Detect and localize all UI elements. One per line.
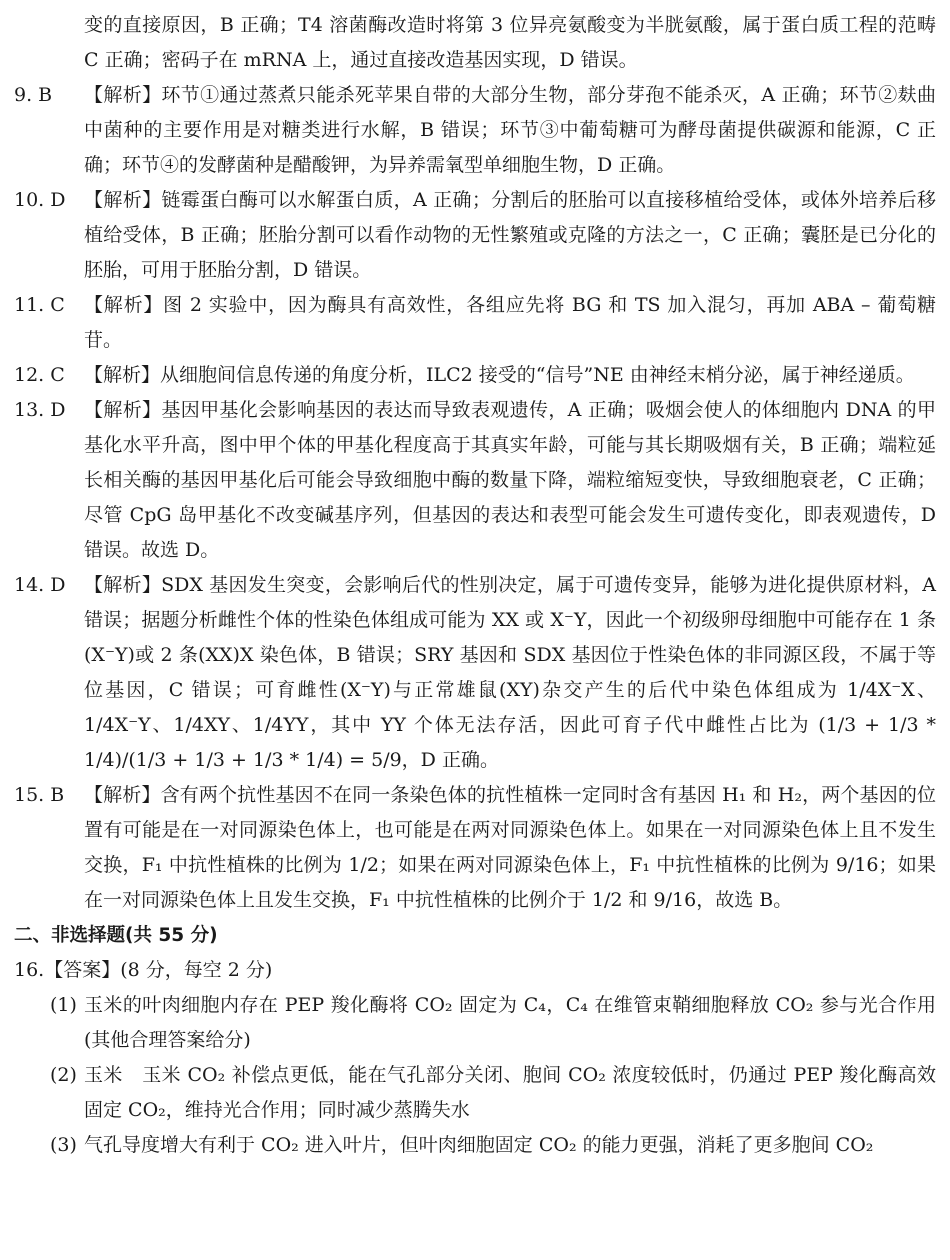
answer-explanation: 【解析】SDX 基因发生突变，会影响后代的性别决定，属于可遗传变异，能够为进化提供原材料，A 错误；据题分析雌性个体的性染色体组成可能为 XX 或 X⁻Y，因此一个初级卵母细胞中可能存在 1 条(X⁻Y)或 2 条(XX)X 染色体，B 错误；SRY 基因和 SDX 基因位于性染色体的非同源区段，不属于等位基因，C 错误；可育雌性(X⁻Y)与正常雄鼠(XY)杂交产生的后代中染色体组成为 1/4X⁻X、1/4X⁻Y、1/4XY、1/4YY，其中 YY 个体无法存活，因此可育子代中雌性占比为 (1/3 + 1/3 * 1/4)/(1/3 + 1/3 + 1/3 * 1/4) = 5/9，D 正确。 [84,574,936,771]
answer-explanation: 【解析】环节①通过蒸煮只能杀死苹果自带的大部分生物，部分芽孢不能杀灭，A 正确；环节②麸曲中菌种的主要作用是对糖类进行水解，B 错误；环节③中葡萄糖可为酵母菌提供碳源和能源，C 正确；环节④的发酵菌种是醋酸钾，为异养需氧型单细胞生物，D 正确。 [84,84,936,176]
answer-number: 12. C [14,364,65,386]
question-16-header: 16.【答案】(8 分，每空 2 分) [14,959,273,981]
answer-explanation: 【解析】图 2 实验中，因为酶具有高效性，各组应先将 BG 和 TS 加入混匀，再加 ABA – 葡萄糖苷。 [84,294,936,351]
answer-explanation: 【解析】含有两个抗性基因不在同一条染色体的抗性植株一定同时含有基因 H₁ 和 H₂，两个基因的位置有可能是在一对同源染色体上，也可能是在两对同源染色体上。如果在一对同源染色体上且不发生交换，F₁ 中抗性植株的比例为 1/2；如果在两对同源染色体上，F₁ 中抗性植株的比例为 9/16；如果在一对同源染色体上且发生交换，F₁ 中抗性植株的比例介于 1/2 和 9/16，故选 B。 [84,784,936,911]
answer-item-14 [14,568,936,778]
q16-answer-2 [14,1058,936,1128]
answer-number: 13. D [14,399,66,421]
answer-number: 11. C [14,294,65,316]
section-title: 二、非选择题(共 55 分) [14,925,218,946]
intro-paragraph: 变的直接原因，B 正确；T4 溶菌酶改造时将第 3 位异亮氨酸变为半胱氨酸，属于蛋白质工程的范畴 C 正确；密码子在 mRNA 上，通过直接改造基因实现，D 错误。 [84,14,936,71]
answer-explanation: 【解析】从细胞间信息传递的角度分析，ILC2 接受的“信号”NE 由神经末梢分泌，属于神经递质。 [84,364,915,386]
answer-item-13 [14,393,936,568]
sub-answer-text: 气孔导度增大有利于 CO₂ 进入叶片，但叶肉细胞固定 CO₂ 的能力更强，消耗了更多胞间 CO₂ [84,1134,874,1156]
answer-number: 15. B [14,784,65,806]
sub-answer-text: 玉米的叶肉细胞内存在 PEP 羧化酶将 CO₂ 固定为 C₄，C₄ 在维管束鞘细胞释放 CO₂ 参与光合作用(其他合理答案给分) [84,994,936,1051]
answer-number: 10. D [14,189,66,211]
answer-explanation: 【解析】链霉蛋白酶可以水解蛋白质，A 正确；分割后的胚胎可以直接移植给受体，或体外培养后移植给受体，B 正确；胚胎分割可以看作动物的无性繁殖或克隆的方法之一，C 正确；囊胚是已分化的胚胎，可用于胚胎分割，D 错误。 [84,189,936,281]
sub-answer-number: (1) [50,994,77,1016]
answer-item-11 [14,288,936,358]
sub-answer-text: 玉米 玉米 CO₂ 补偿点更低，能在气孔部分关闭、胞间 CO₂ 浓度较低时，仍通过 PEP 羧化酶高效固定 CO₂，维持光合作用；同时减少蒸腾失水 [84,1064,936,1121]
answer-item-12 [14,358,936,393]
q16-answer-1 [14,988,936,1058]
answer-number: 9. B [14,84,53,106]
sub-answer-number: (3) [50,1134,77,1156]
answer-item-10 [14,183,936,288]
q16-answer-3 [14,1128,936,1163]
answer-item-15 [14,778,936,918]
answer-explanation: 【解析】基因甲基化会影响基因的表达而导致表观遗传，A 正确；吸烟会使人的体细胞内 DNA 的甲基化水平升高，图中甲个体的甲基化程度高于其真实年龄，可能与其长期吸烟有关，B 正确；端粒延长相关酶的基因甲基化后可能会导致细胞中酶的数量下降，端粒缩短变快，导致细胞衰老，C 正确；尽管 CpG 岛甲基化不改变碱基序列，但基因的表达和表型可能会发生可遗传变化，即表观遗传，D 错误。故选 D。 [84,399,937,561]
sub-answer-number: (2) [50,1064,77,1086]
answer-number: 14. D [14,574,66,596]
answer-item-9 [14,78,936,183]
